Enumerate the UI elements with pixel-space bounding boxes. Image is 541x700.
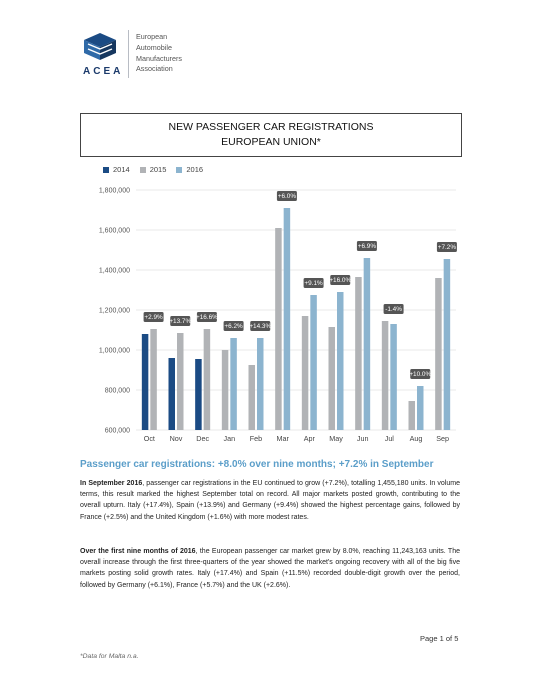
bar-2015	[249, 365, 256, 430]
annotation-label: +16.6%	[195, 314, 218, 322]
organization-name	[136, 32, 182, 75]
x-tick-label: Mar	[276, 434, 289, 443]
bar-2014	[169, 358, 176, 430]
y-tick-label: 1,000,000	[98, 347, 130, 355]
bar-2015	[355, 277, 362, 430]
y-tick-label: 1,400,000	[98, 267, 130, 275]
x-tick-label: Sep	[436, 434, 450, 443]
annotation-label: +6.9%	[357, 243, 377, 251]
annotation-label: +6.2%	[224, 323, 243, 331]
paragraph-text: , passenger car registrations in the EU continued to grow (+7.2%), totalling 1,455,180 units. In volume terms, this result marked the highest September total on record. All major markets posted growth, contributing to the overall upturn. Italy (+17.4%), Spain (+13.9%) and Germany (+9.4%) showed the highest percentage gains, followed by France (+2.5%) and the United Kingdom (+1.6%) with more modest rates.	[80, 480, 460, 521]
legend-label: 2015	[149, 165, 167, 174]
x-tick-label: Feb	[249, 434, 263, 443]
acea-logo	[80, 30, 210, 80]
y-tick-label: 1,800,000	[98, 187, 130, 195]
annotation-label: +9.1%	[304, 280, 323, 288]
annotation-label: +16.0%	[329, 277, 352, 285]
chart-title-line1: NEW PASSENGER CAR REGISTRATIONS	[168, 121, 374, 133]
y-tick-label: 800,000	[104, 387, 130, 395]
paragraph-september	[80, 478, 460, 523]
x-tick-label: Jul	[384, 434, 394, 443]
bar-2016	[364, 258, 371, 430]
bar-2016	[310, 295, 317, 430]
acea-logo-mark-icon	[80, 30, 120, 62]
org-line: Association	[136, 64, 173, 74]
annotation-label: +13.7%	[169, 318, 192, 326]
paragraph-nine-months	[80, 546, 460, 591]
bar-2016	[284, 208, 291, 430]
bar-2015	[409, 401, 416, 430]
bar-2016	[230, 338, 237, 430]
annotation-label: +10.0%	[409, 371, 432, 379]
section-subheading: Passenger car registrations: +8.0% over nine months; +7.2% in September	[80, 459, 434, 470]
chart-title-line2: EUROPEAN UNION*	[221, 136, 321, 148]
x-tick-label: Apr	[303, 434, 315, 443]
x-tick-label: Jun	[356, 434, 369, 443]
x-tick-label: Oct	[143, 434, 155, 443]
logo-wordmark: ACEA	[83, 66, 124, 77]
bar-2016	[417, 386, 424, 430]
legend-label: 2016	[186, 165, 204, 174]
org-line: European	[136, 32, 168, 41]
bar-2015	[204, 329, 211, 430]
logo-divider	[128, 30, 129, 78]
bar-2015	[177, 333, 184, 430]
org-line: Automobile	[136, 42, 172, 52]
registrations-bar-chart	[80, 180, 460, 450]
bar-2016	[257, 338, 264, 430]
annotation-label: +7.2%	[437, 244, 457, 252]
paragraph-text: , the European passenger car market grew by 8.0%, reaching 11,243,163 units. The overall increase through the first three-quarters of the year showed the market's ongoing recovery with all of the big five markets posting solid growth rates. Italy (+17.4%) and Spain (+11.5%) recorded double-digit growth over the period, followed by Germany (+6.1%), France (+5.7%) and the UK (+2.6%).	[80, 548, 460, 589]
bar-2015	[382, 321, 389, 430]
x-tick-label: Dec	[196, 434, 210, 443]
footnote: *Data for Malta n.a.	[80, 653, 139, 660]
org-line: Manufacturers	[136, 53, 182, 63]
legend-item-2015	[140, 165, 167, 174]
y-tick-label: 1,200,000	[98, 307, 130, 315]
bar-2015	[150, 329, 157, 430]
chart-title-box	[80, 113, 462, 157]
bar-2016	[337, 292, 344, 430]
legend-swatch	[140, 167, 146, 173]
legend-swatch	[176, 167, 182, 173]
annotation-label: -1.4%	[385, 306, 402, 314]
x-tick-label: Jan	[223, 434, 236, 443]
annotation-label: +2.9%	[144, 314, 163, 322]
bar-2016	[390, 324, 397, 430]
annotation-label: +14.3%	[249, 323, 272, 331]
y-tick-label: 600,000	[104, 427, 130, 435]
x-tick-label: May	[329, 434, 343, 443]
chart-legend	[103, 165, 203, 174]
paragraph-lead: In September 2016	[80, 480, 143, 487]
bar-2015	[329, 327, 336, 430]
paragraph-lead: Over the first nine months of 2016	[80, 548, 196, 555]
x-tick-label: Aug	[409, 434, 423, 443]
legend-item-2016	[176, 165, 203, 174]
bar-2015	[435, 278, 442, 430]
y-tick-label: 1,600,000	[98, 227, 130, 235]
bar-2016	[444, 259, 451, 430]
bar-2014	[195, 359, 202, 430]
annotation-label: +6.0%	[277, 193, 297, 201]
legend-label: 2014	[113, 165, 130, 174]
bar-2015	[275, 228, 282, 430]
page-number: Page 1 of 5	[420, 634, 459, 643]
bar-2014	[142, 334, 149, 430]
x-tick-label: Nov	[169, 434, 183, 443]
bar-2015	[222, 350, 229, 430]
legend-swatch	[103, 167, 109, 173]
legend-item-2014	[103, 165, 130, 174]
bar-2015	[302, 316, 309, 430]
